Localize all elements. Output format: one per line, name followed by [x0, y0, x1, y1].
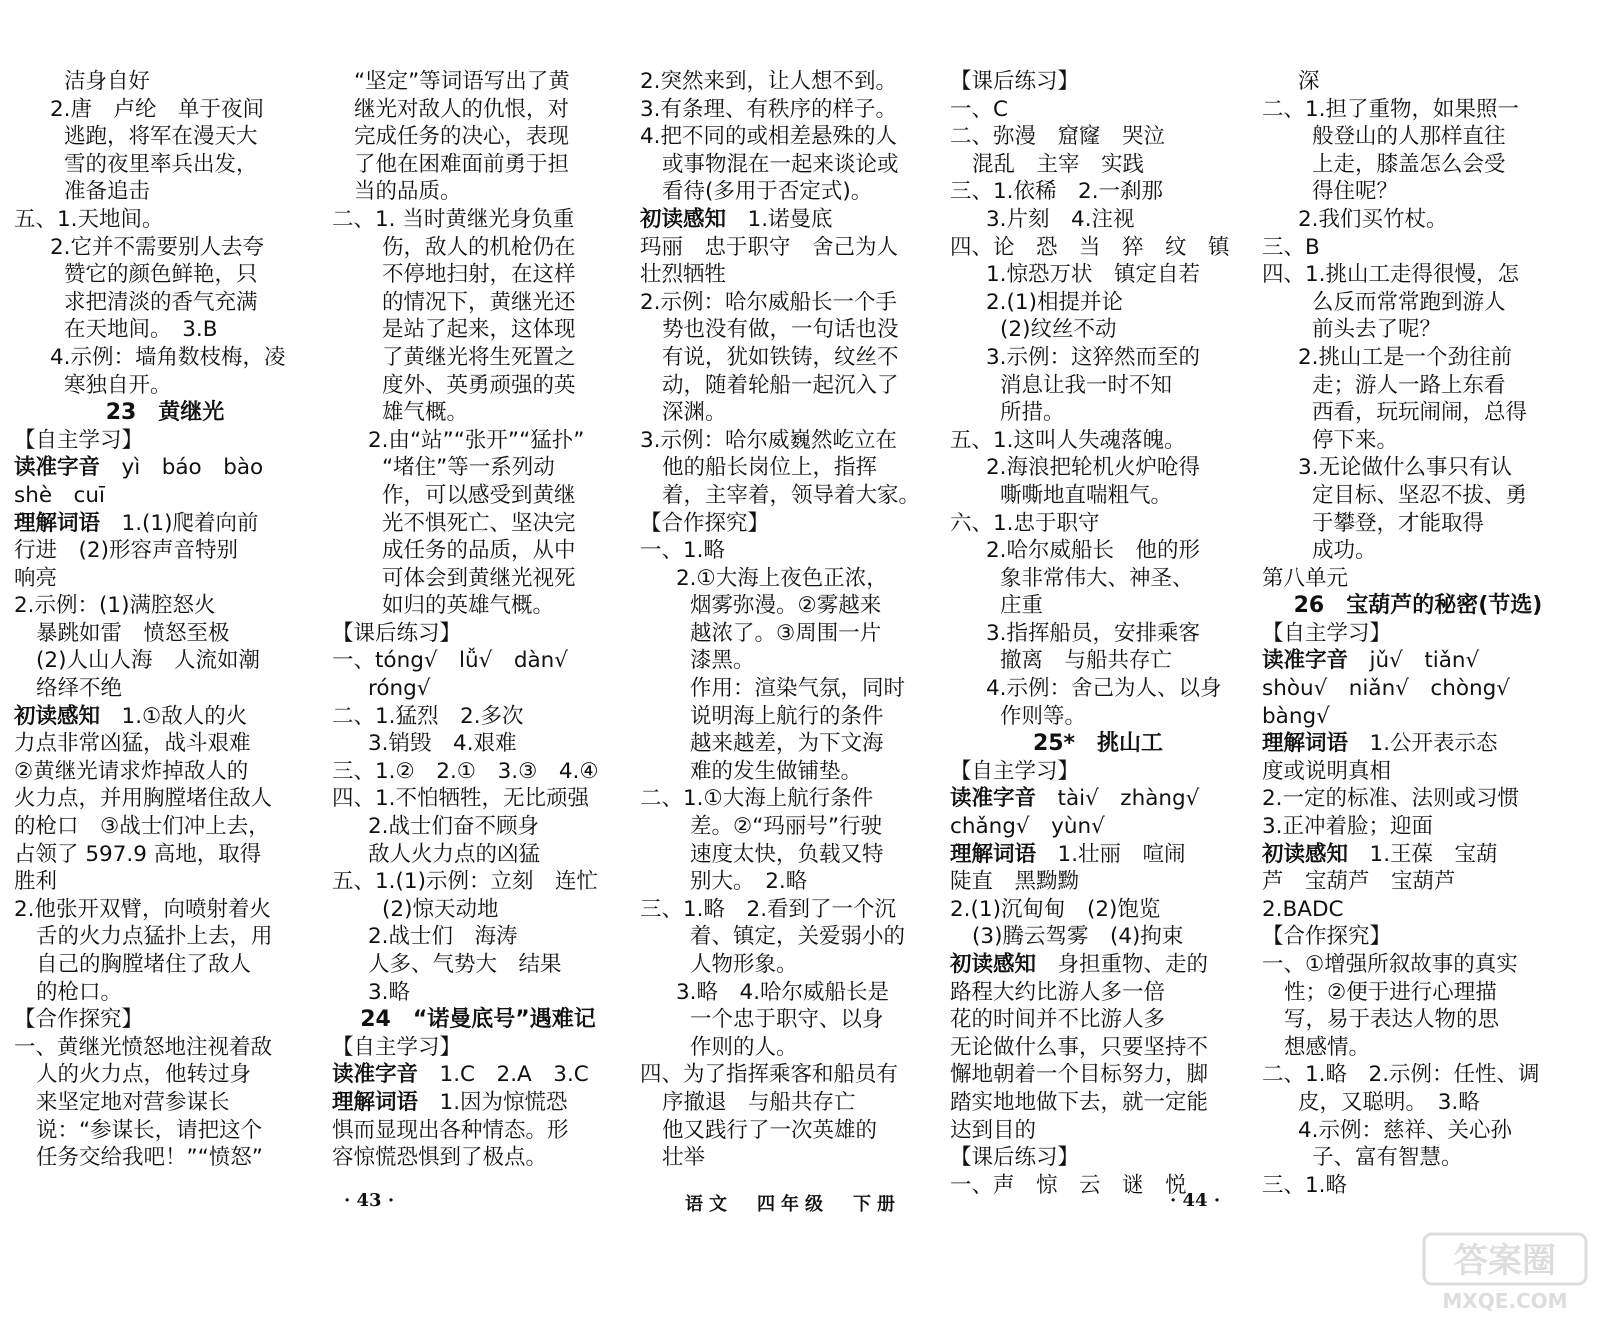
answer-line: 撤离 与船共存亡: [1000, 648, 1173, 674]
watermark-logo: [1420, 1228, 1590, 1318]
field-value: 1.C 2.A 3.C: [418, 1062, 589, 1088]
answer-line: 踏实地地做下去，就一定能: [950, 1089, 1209, 1115]
field-value: tài√ zhàng√: [1036, 786, 1200, 812]
answer-line: 力点非常凶猛，战斗艰难: [14, 731, 251, 757]
field-label: 读准字音: [332, 1062, 419, 1088]
answer-line: [14, 510, 316, 538]
answer-line: 【课后练习】: [950, 69, 1080, 94]
answer-line: 作则等。: [1000, 703, 1087, 729]
field-value: 1.公开表示态: [1348, 731, 1498, 757]
answer-line: 懈地朝着一个目标努力，脚: [950, 1062, 1209, 1088]
answer-line: 成功。: [1312, 538, 1377, 564]
answer-line: 漆黑。: [690, 648, 755, 674]
answer-line: 一、C: [950, 96, 1009, 122]
answer-line: [14, 703, 316, 731]
answer-line: bàng√: [1262, 703, 1330, 729]
answer-line: 四、为了指挥乘客和船员有: [640, 1062, 899, 1088]
answer-line: 2.突然来到，让人想不到。: [640, 69, 898, 94]
answer-line: 2.哈尔威船长 他的形: [986, 538, 1201, 564]
answer-line: 西看，玩玩闹闹，总得: [1312, 400, 1528, 426]
watermark-logo-text: 答案圈: [1454, 1241, 1556, 1281]
answer-line: 【合作探究】: [640, 510, 770, 536]
answer-line: [640, 206, 936, 234]
answer-line: 【课后练习】: [332, 620, 462, 646]
answer-line: 行进 (2)形容声音特别: [14, 538, 238, 564]
answer-line: 2.一定的标准、法则或习惯: [1262, 786, 1520, 812]
answer-line: 六、1.忠于职守: [950, 510, 1100, 536]
answer-line: 混乱 主宰 实践: [972, 151, 1145, 177]
answer-line: 寒独自开。: [64, 372, 172, 398]
answer-line: [14, 454, 316, 482]
answer-line: [950, 951, 1246, 979]
page-number-left: · 43 ·: [344, 1190, 395, 1211]
answer-line: shòu√ niǎn√ chòng√: [1262, 676, 1510, 702]
answer-line: 么反而常常跑到游人: [1312, 289, 1506, 315]
field-value: 1.王葆 宝葫: [1348, 841, 1498, 867]
answer-line: 惧而显现出各种情态。形: [332, 1117, 569, 1143]
answer-line: 3.指挥船员，安排乘客: [986, 620, 1201, 646]
field-value: 1.壮丽 喧闹: [1036, 841, 1186, 867]
answer-line: 嘶嘶地直喘粗气。: [1000, 482, 1173, 508]
subject-grade-label: 语文 四年级 下册: [685, 1194, 901, 1215]
answer-line: 他又践行了一次英雄的: [662, 1117, 878, 1143]
answer-line: 4.示例：舍己为人、以身: [986, 676, 1222, 702]
watermark-url: MXQE.COM: [1442, 1289, 1568, 1313]
answer-line: 越浓了。③周围一片: [690, 620, 882, 646]
answer-line: 壮举: [662, 1145, 706, 1171]
answer-line: 2.BADC: [1262, 896, 1344, 922]
answer-line: 于攀登，才能取得: [1312, 510, 1485, 536]
answer-line: 五、1.天地间。: [14, 206, 164, 232]
answer-line: 2.①大海上夜色正浓，: [676, 565, 888, 591]
field-label: 理解词语: [950, 841, 1037, 867]
answer-line: 雪的夜里率兵出发，: [64, 151, 258, 177]
answer-line: shè cuī: [14, 482, 105, 508]
answer-line: 响亮: [14, 565, 58, 591]
answer-line: 逃跑，将军在漫天大: [64, 124, 258, 150]
answer-line: 一、1.略: [640, 538, 726, 564]
answer-line: [1262, 841, 1574, 869]
answer-line: 说明海上航行的条件: [690, 703, 884, 729]
field-label: 初读感知: [1262, 841, 1349, 867]
answer-line: 【自主学习】: [950, 758, 1080, 784]
answer-line: 难的发生做铺垫。: [690, 758, 863, 784]
answer-line: 势也没有做，一句话也没: [662, 317, 899, 343]
section-heading: 23 黄继光: [105, 400, 225, 426]
answer-line: 玛丽 忠于职守 舍己为人: [640, 234, 899, 260]
answer-line: [950, 841, 1246, 869]
field-label: 理解词语: [332, 1089, 419, 1115]
field-value: jǔ√ tiǎn√: [1348, 648, 1480, 674]
answer-line: 路程大约比游人多一倍: [950, 979, 1166, 1005]
answer-line: 或事物混在一起来谈论或: [662, 151, 899, 177]
answer-line: 【自主学习】: [1262, 620, 1392, 646]
answer-line: 作则的人。: [690, 1034, 798, 1060]
answer-line: 序撤退 与船共存亡: [662, 1089, 856, 1115]
field-label: 初读感知: [950, 952, 1037, 977]
field-value: 1.诺曼底: [726, 206, 833, 232]
answer-line: 一、黄继光愤怒地注视着敌: [14, 1034, 273, 1060]
field-label: 读准字音: [14, 455, 101, 481]
field-label: 理解词语: [14, 510, 101, 536]
field-value: yì báo bào: [100, 455, 264, 481]
answer-line: 继光对敌人的仇恨，对: [354, 96, 570, 122]
answer-line: 3.片刻 4.注视: [986, 206, 1135, 232]
answer-line: 得住呢？: [1312, 179, 1399, 205]
answer-line: 【课后练习】: [950, 1145, 1080, 1171]
column-3: [640, 68, 936, 1172]
answer-line: 2.战士们奋不顾身: [368, 814, 540, 840]
answer-line: 的枪口 ③战士们冲上去，: [14, 814, 270, 840]
answer-line: [1262, 647, 1574, 675]
answer-line: 一、tóng√ lǚ√ dàn√: [332, 648, 569, 674]
answer-line: 3.示例：哈尔威巍然屹立在: [640, 427, 898, 453]
answer-line: 一、①增强所叙故事的真实: [1262, 952, 1518, 977]
answer-line: 【自主学习】: [332, 1034, 462, 1060]
answer-line: 别大。 2.略: [690, 869, 808, 895]
answer-line: 五、1.这叫人失魂落魄。: [950, 427, 1186, 453]
answer-line: 说：“参谋长，请把这个: [36, 1117, 263, 1143]
answer-line: 看待(多用于否定式)。: [662, 179, 873, 205]
answer-line: 火力点，并用胸膛堵住敌人: [14, 786, 273, 812]
answer-line: 四、1.不怕牺牲，无比顽强: [332, 786, 590, 812]
answer-line: 不停地扫射，在这样: [382, 262, 576, 288]
answer-line: 2.战士们 海涛: [368, 924, 518, 950]
answer-line: 伤，敌人的机枪仍在: [382, 234, 576, 260]
answer-line: 差。②“玛丽号”行驶: [690, 814, 883, 840]
answer-line: 作，可以感受到黄继: [382, 482, 576, 508]
answer-line: 般登山的人那样直往: [1312, 124, 1506, 150]
answer-line: 速度太快，负载又特: [690, 841, 884, 867]
answer-line: 芦 宝葫芦 宝葫芦: [1262, 869, 1456, 895]
answer-line: 度或说明真相: [1262, 758, 1392, 784]
answer-line: 第八单元: [1262, 565, 1349, 591]
answer-line: 2.他张开双臂，向喷射着火: [14, 896, 272, 922]
answer-line: 三、1.略: [1262, 1172, 1348, 1198]
answer-line: “坚定”等词语写出了黄: [354, 69, 570, 94]
field-label: 读准字音: [950, 786, 1037, 812]
answer-line: 4.示例：墙角数枝梅，凌: [50, 344, 286, 370]
answer-line: 2.海浪把轮机火炉呛得: [986, 455, 1201, 481]
answer-line: 二、弥漫 窟窿 哭泣: [950, 124, 1166, 150]
answer-line: 1.惊恐万状 镇定自若: [986, 262, 1201, 288]
answer-line: 来坚定地对营参谋长: [36, 1089, 230, 1115]
answer-line: 二、1. 当时黄继光身负重: [332, 206, 575, 232]
answer-line: 二、1.略 2.示例：任性、调: [1262, 1062, 1540, 1088]
answer-line: 敌人火力点的凶猛: [368, 841, 541, 867]
answer-line: 的情况下，黄继光还: [382, 289, 576, 315]
answer-line: 三、1.略 2.看到了一个沉: [640, 896, 897, 922]
answer-line: 无论做什么事，只要坚持不: [950, 1034, 1209, 1060]
answer-line: 三、B: [1262, 234, 1320, 260]
answer-line: 如归的英雄气概。: [382, 593, 555, 619]
answer-line: 壮烈牺牲: [640, 262, 727, 288]
answer-line: 2.示例：(1)满腔怒火: [14, 593, 216, 619]
answer-line: 作用：渲染气氛，同时: [690, 676, 906, 702]
answer-line: 定目标、坚忍不拔、勇: [1312, 482, 1528, 508]
answer-line: 光不惧死亡、坚决完: [382, 510, 576, 536]
answer-line: 的枪口。: [36, 979, 123, 1005]
answer-line: 二、1.担了重物，如果照一: [1262, 96, 1520, 122]
answer-line: 深渊。: [662, 400, 727, 426]
answer-line: 【合作探究】: [14, 1007, 144, 1033]
answer-line: (2)人山人海 人流如潮: [36, 648, 260, 674]
answer-line: 停下来。: [1312, 427, 1399, 453]
answer-line: 3.示例：这猝然而至的: [986, 344, 1201, 370]
answer-line: (2)纹丝不动: [1000, 317, 1117, 343]
answer-line: 容惊慌恐惧到了极点。: [332, 1145, 548, 1171]
answer-line: 2.唐 卢纶 单于夜间: [50, 96, 265, 122]
answer-line: 人多、气势大 结果: [368, 952, 562, 977]
answer-line: 走；游人一路上东看: [1312, 372, 1506, 398]
section-heading: 26 宝葫芦的秘密(节选): [1293, 593, 1543, 619]
answer-line: 想感情。: [1284, 1034, 1371, 1060]
answer-line: 前头去了呢？: [1312, 317, 1442, 343]
answer-line: (3)腾云驾雾 (4)拘束: [972, 924, 1184, 950]
answer-line: 4.示例：慈祥、关心孙: [1298, 1117, 1513, 1143]
answer-line: 了黄继光将生死置之: [382, 344, 576, 370]
answer-line: 二、1.猛烈 2.多次: [332, 703, 524, 729]
answer-line: 2.我们买竹杖。: [1298, 206, 1448, 232]
answer-line: (2)惊天动地: [382, 896, 499, 922]
answer-line: 3.正冲着脸；迎面: [1262, 814, 1434, 840]
column-5: [1262, 68, 1574, 1199]
answer-line: 2.挑山工是一个劲往前: [1298, 344, 1513, 370]
answer-line: “堵住”等一系列动: [382, 455, 555, 481]
answer-line: 自己的胸膛堵住了敌人: [36, 952, 252, 977]
answer-line: 着、镇定，关爱弱小的: [690, 924, 906, 950]
answer-line: 二、1.①大海上航行条件: [640, 786, 874, 812]
answer-line: 动，随着轮船一起沉入了: [662, 372, 899, 398]
answer-line: 花的时间并不比游人多: [950, 1007, 1166, 1033]
answer-line: 3.无论做什么事只有认: [1298, 455, 1513, 481]
field-value: 1.(1)爬着向前: [100, 510, 259, 536]
answer-line: 暴跳如雷 愤怒至极: [36, 620, 230, 646]
answer-line: 完成任务的决心，表现: [354, 124, 570, 150]
answer-line: 四、1.挑山工走得很慢，怎: [1262, 262, 1520, 288]
section-heading: 24 “诺曼底号”遇难记: [360, 1007, 596, 1033]
answer-line: 消息让我一时不知: [1000, 372, 1173, 398]
page-number-right: · 44 ·: [1170, 1190, 1221, 1211]
answer-line: 准备追击: [64, 179, 151, 205]
answer-line: 他的船长岗位上，指挥: [662, 455, 878, 481]
answer-line: 雄气概。: [382, 400, 469, 426]
answer-line: 陡直 黑黝黝: [950, 869, 1080, 895]
answer-line: 当的品质。: [354, 179, 462, 205]
answer-line: chǎng√ yùn√: [950, 814, 1105, 840]
answer-line: 越来越差，为下文海: [690, 731, 884, 757]
answer-line: 有说，犹如铁铸，纹丝不: [662, 344, 899, 370]
answer-line: 4.把不同的或相差悬殊的人: [640, 124, 898, 150]
answer-line: 可体会到黄继光视死: [382, 565, 576, 591]
field-value: 1.①敌人的火: [100, 703, 248, 729]
answer-line: 所措。: [1000, 400, 1065, 426]
field-value: 1.因为惊慌恐: [418, 1089, 568, 1115]
answer-line: 赞它的颜色鲜艳，只: [64, 262, 258, 288]
field-label: 初读感知: [14, 703, 101, 729]
answer-line: 成任务的品质，从中: [382, 538, 576, 564]
answer-line: [1262, 730, 1574, 758]
answer-line: 着，主宰着，领导着大家。: [662, 482, 921, 508]
answer-line: 求把清淡的香气充满: [64, 289, 258, 315]
answer-line: 皮，又聪明。 3.略: [1298, 1089, 1480, 1115]
answer-line: 络绎不绝: [36, 676, 123, 702]
answer-line: 庄重: [1000, 593, 1044, 619]
answer-line: 烟雾弥漫。②雾越来: [690, 593, 882, 619]
answer-line: [950, 785, 1246, 813]
answer-line: róng√: [368, 676, 431, 702]
answer-line: 2.由“站”“张开”“猛扑”: [368, 427, 585, 453]
answer-line: 四、论 恐 当 猝 纹 镇: [950, 234, 1230, 260]
answer-line: 三、1.② 2.① 3.③ 4.④: [332, 758, 599, 784]
answer-line: 2.(1)相提并论: [986, 289, 1123, 315]
answer-line: 度外、英勇顽强的英: [382, 372, 576, 398]
answer-line: 一、声 惊 云 谜 悦: [950, 1172, 1187, 1198]
answer-line: ②黄继光请求炸掉敌人的: [14, 758, 249, 784]
answer-line: 任务交给我吧！”“愤怒”: [36, 1145, 263, 1171]
answer-line: 洁身自好: [64, 69, 151, 94]
answer-line: 3.销毁 4.艰难: [368, 731, 517, 757]
answer-line: 深: [1298, 69, 1320, 94]
answer-line: 上走，膝盖怎么会受: [1312, 151, 1506, 177]
answer-line: 性；②便于进行心理描: [1284, 979, 1497, 1005]
column-2: [332, 68, 624, 1172]
answer-line: 象非常伟大、神圣、: [1000, 565, 1194, 591]
answer-line: 人的火力点，他转过身: [36, 1062, 252, 1088]
answer-line: 2.它并不需要别人去夸: [50, 234, 265, 260]
answer-line: 五、1.(1)示例：立刻 连忙: [332, 869, 598, 895]
answer-line: [332, 1089, 624, 1117]
answer-line: 子、富有智慧。: [1312, 1145, 1463, 1171]
answer-line: 2.示例：哈尔威船长一个手: [640, 289, 898, 315]
answer-line: 3.略: [368, 979, 411, 1005]
answer-line: 达到目的: [950, 1117, 1037, 1143]
answer-line: 3.略 4.哈尔威船长是: [676, 979, 890, 1005]
answer-line: 3.有条理、有秩序的样子。: [640, 96, 898, 122]
field-value: 身担重物、走的: [1036, 952, 1209, 977]
section-heading: 25* 挑山工: [1032, 731, 1164, 757]
field-label: 理解词语: [1262, 731, 1349, 757]
answer-line: 是站了起来，这体现: [382, 317, 576, 343]
answer-line: 人物形象。: [690, 952, 798, 977]
answer-line: 舌的火力点猛扑上去，用: [36, 924, 273, 950]
answer-line: 写，易于表达人物的思: [1284, 1007, 1500, 1033]
answer-line: [332, 1061, 624, 1089]
field-label: 读准字音: [1262, 648, 1349, 674]
column-1: [14, 68, 316, 1172]
answer-line: 三、1.依稀 2.一刹那: [950, 179, 1164, 205]
answer-line: 在天地间。 3.B: [64, 317, 218, 343]
answer-line: 2.(1)沉甸甸 (2)饱览: [950, 896, 1161, 922]
answer-line: 一个忠于职守、以身: [690, 1007, 884, 1033]
answer-line: 了他在困难面前勇于担: [354, 151, 570, 177]
answer-line: 【自主学习】: [14, 427, 144, 453]
answer-line: 胜利: [14, 869, 58, 895]
field-label: 初读感知: [640, 206, 727, 232]
column-4: [950, 68, 1246, 1199]
answer-line: 占领了 597.9 高地，取得: [14, 841, 262, 867]
answer-line: 【合作探究】: [1262, 924, 1392, 950]
